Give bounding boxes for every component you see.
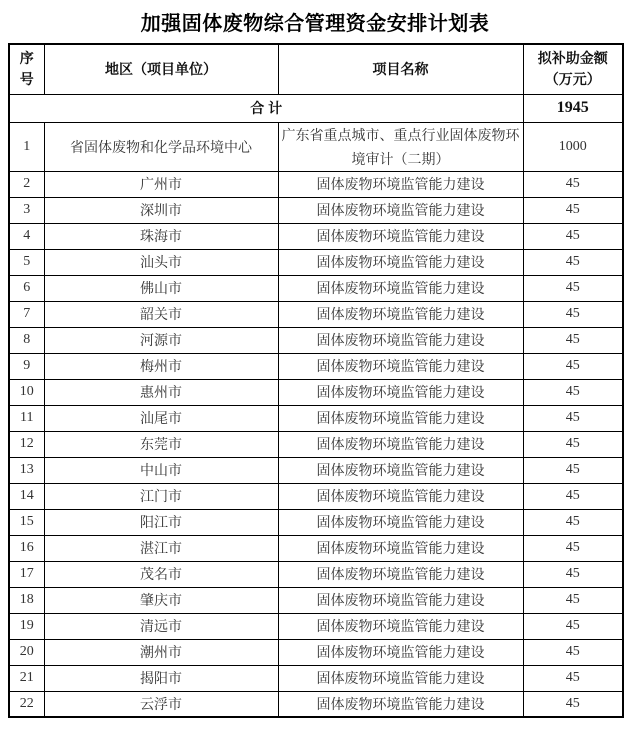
row-project-name: 固体废物环境监管能力建设	[278, 691, 523, 717]
table-row	[9, 197, 623, 223]
row-subsidy-amount: 45	[523, 509, 623, 535]
header-subsidy-amount	[523, 44, 623, 94]
table-row	[9, 275, 623, 301]
row-project-name: 固体废物环境监管能力建设	[278, 379, 523, 405]
table-row	[9, 405, 623, 431]
row-serial-number: 21	[9, 665, 44, 691]
row-region: 湛江市	[44, 535, 278, 561]
row-region: 汕头市	[44, 249, 278, 275]
row-project-name: 固体废物环境监管能力建设	[278, 275, 523, 301]
table-row	[9, 613, 623, 639]
table-body	[9, 94, 623, 717]
header-amount-line2: （万元）	[544, 71, 601, 88]
row-subsidy-amount: 45	[523, 639, 623, 665]
row-project-name: 固体废物环境监管能力建设	[278, 457, 523, 483]
table-row	[9, 379, 623, 405]
row-subsidy-amount: 45	[523, 535, 623, 561]
row-serial-number: 20	[9, 639, 44, 665]
row-subsidy-amount: 45	[523, 197, 623, 223]
header-serial-line1: 序	[19, 50, 34, 67]
row-region: 东莞市	[44, 431, 278, 457]
row-project-name: 固体废物环境监管能力建设	[278, 353, 523, 379]
table-row	[9, 353, 623, 379]
row-region: 云浮市	[44, 691, 278, 717]
row-serial-number: 5	[9, 249, 44, 275]
row-serial-number: 4	[9, 223, 44, 249]
row-region: 阳江市	[44, 509, 278, 535]
row-region: 佛山市	[44, 275, 278, 301]
row-region: 省固体废物和化学品环境中心	[44, 122, 278, 171]
header-project-name: 项目名称	[278, 44, 523, 94]
row-region: 梅州市	[44, 353, 278, 379]
row-region: 潮州市	[44, 639, 278, 665]
row-serial-number: 6	[9, 275, 44, 301]
row-project-name: 固体废物环境监管能力建设	[278, 197, 523, 223]
table-row	[9, 122, 623, 171]
total-row	[9, 94, 623, 122]
row-serial-number: 13	[9, 457, 44, 483]
row-project-name: 固体废物环境监管能力建设	[278, 535, 523, 561]
table-row	[9, 327, 623, 353]
funding-plan-table	[8, 43, 624, 718]
table-row	[9, 587, 623, 613]
row-subsidy-amount: 45	[523, 171, 623, 197]
row-subsidy-amount: 45	[523, 457, 623, 483]
row-subsidy-amount: 45	[523, 483, 623, 509]
row-serial-number: 19	[9, 613, 44, 639]
table-row	[9, 639, 623, 665]
row-subsidy-amount: 45	[523, 379, 623, 405]
row-region: 肇庆市	[44, 587, 278, 613]
table-row	[9, 301, 623, 327]
total-label: 合 计	[9, 94, 523, 122]
table-row	[9, 509, 623, 535]
row-subsidy-amount: 45	[523, 327, 623, 353]
header-row	[9, 44, 623, 94]
row-region: 惠州市	[44, 379, 278, 405]
row-region: 揭阳市	[44, 665, 278, 691]
row-serial-number: 10	[9, 379, 44, 405]
row-project-name: 固体废物环境监管能力建设	[278, 483, 523, 509]
header-serial-number	[9, 44, 44, 94]
row-serial-number: 22	[9, 691, 44, 717]
table-row	[9, 223, 623, 249]
row-subsidy-amount: 45	[523, 561, 623, 587]
row-region: 江门市	[44, 483, 278, 509]
row-region: 汕尾市	[44, 405, 278, 431]
row-serial-number: 1	[9, 122, 44, 171]
row-region: 清远市	[44, 613, 278, 639]
row-serial-number: 3	[9, 197, 44, 223]
row-subsidy-amount: 45	[523, 665, 623, 691]
row-project-name: 固体废物环境监管能力建设	[278, 405, 523, 431]
row-subsidy-amount: 45	[523, 275, 623, 301]
row-project-name: 固体废物环境监管能力建设	[278, 639, 523, 665]
row-region: 茂名市	[44, 561, 278, 587]
row-subsidy-amount: 45	[523, 405, 623, 431]
header-serial-line2: 号	[19, 71, 34, 88]
row-project-name: 固体废物环境监管能力建设	[278, 587, 523, 613]
row-subsidy-amount: 45	[523, 613, 623, 639]
row-project-name: 固体废物环境监管能力建设	[278, 223, 523, 249]
row-project-name: 固体废物环境监管能力建设	[278, 327, 523, 353]
row-subsidy-amount: 45	[523, 249, 623, 275]
row-subsidy-amount: 1000	[523, 122, 623, 171]
page-title: 加强固体废物综合管理资金安排计划表	[140, 13, 490, 35]
table-row	[9, 665, 623, 691]
row-project-name: 固体废物环境监管能力建设	[278, 249, 523, 275]
row-project-name: 固体废物环境监管能力建设	[278, 613, 523, 639]
row-subsidy-amount: 45	[523, 301, 623, 327]
table-row	[9, 691, 623, 717]
row-region: 河源市	[44, 327, 278, 353]
row-project-name: 固体废物环境监管能力建设	[278, 431, 523, 457]
row-project-name: 固体废物环境监管能力建设	[278, 171, 523, 197]
header-amount-line1: 拟补助金额	[537, 50, 608, 67]
row-project-name: 固体废物环境监管能力建设	[278, 665, 523, 691]
table-row	[9, 483, 623, 509]
row-project-name: 固体废物环境监管能力建设	[278, 301, 523, 327]
row-serial-number: 15	[9, 509, 44, 535]
row-subsidy-amount: 45	[523, 223, 623, 249]
row-serial-number: 12	[9, 431, 44, 457]
row-project-name: 固体废物环境监管能力建设	[278, 561, 523, 587]
table-row	[9, 249, 623, 275]
table-row	[9, 431, 623, 457]
row-project-name: 广东省重点城市、重点行业固体废物环境审计（二期）	[278, 122, 523, 171]
header-region: 地区（项目单位）	[44, 44, 278, 94]
table-row	[9, 457, 623, 483]
row-region: 中山市	[44, 457, 278, 483]
row-region: 韶关市	[44, 301, 278, 327]
row-serial-number: 2	[9, 171, 44, 197]
row-serial-number: 14	[9, 483, 44, 509]
table-row	[9, 535, 623, 561]
total-amount: 1945	[523, 94, 623, 122]
row-serial-number: 8	[9, 327, 44, 353]
row-region: 深圳市	[44, 197, 278, 223]
row-subsidy-amount: 45	[523, 691, 623, 717]
row-subsidy-amount: 45	[523, 353, 623, 379]
row-subsidy-amount: 45	[523, 587, 623, 613]
row-serial-number: 9	[9, 353, 44, 379]
row-region: 珠海市	[44, 223, 278, 249]
table-row	[9, 561, 623, 587]
row-serial-number: 17	[9, 561, 44, 587]
row-serial-number: 11	[9, 405, 44, 431]
row-subsidy-amount: 45	[523, 431, 623, 457]
table-row	[9, 171, 623, 197]
row-serial-number: 7	[9, 301, 44, 327]
row-project-name: 固体废物环境监管能力建设	[278, 509, 523, 535]
row-serial-number: 18	[9, 587, 44, 613]
row-serial-number: 16	[9, 535, 44, 561]
row-region: 广州市	[44, 171, 278, 197]
